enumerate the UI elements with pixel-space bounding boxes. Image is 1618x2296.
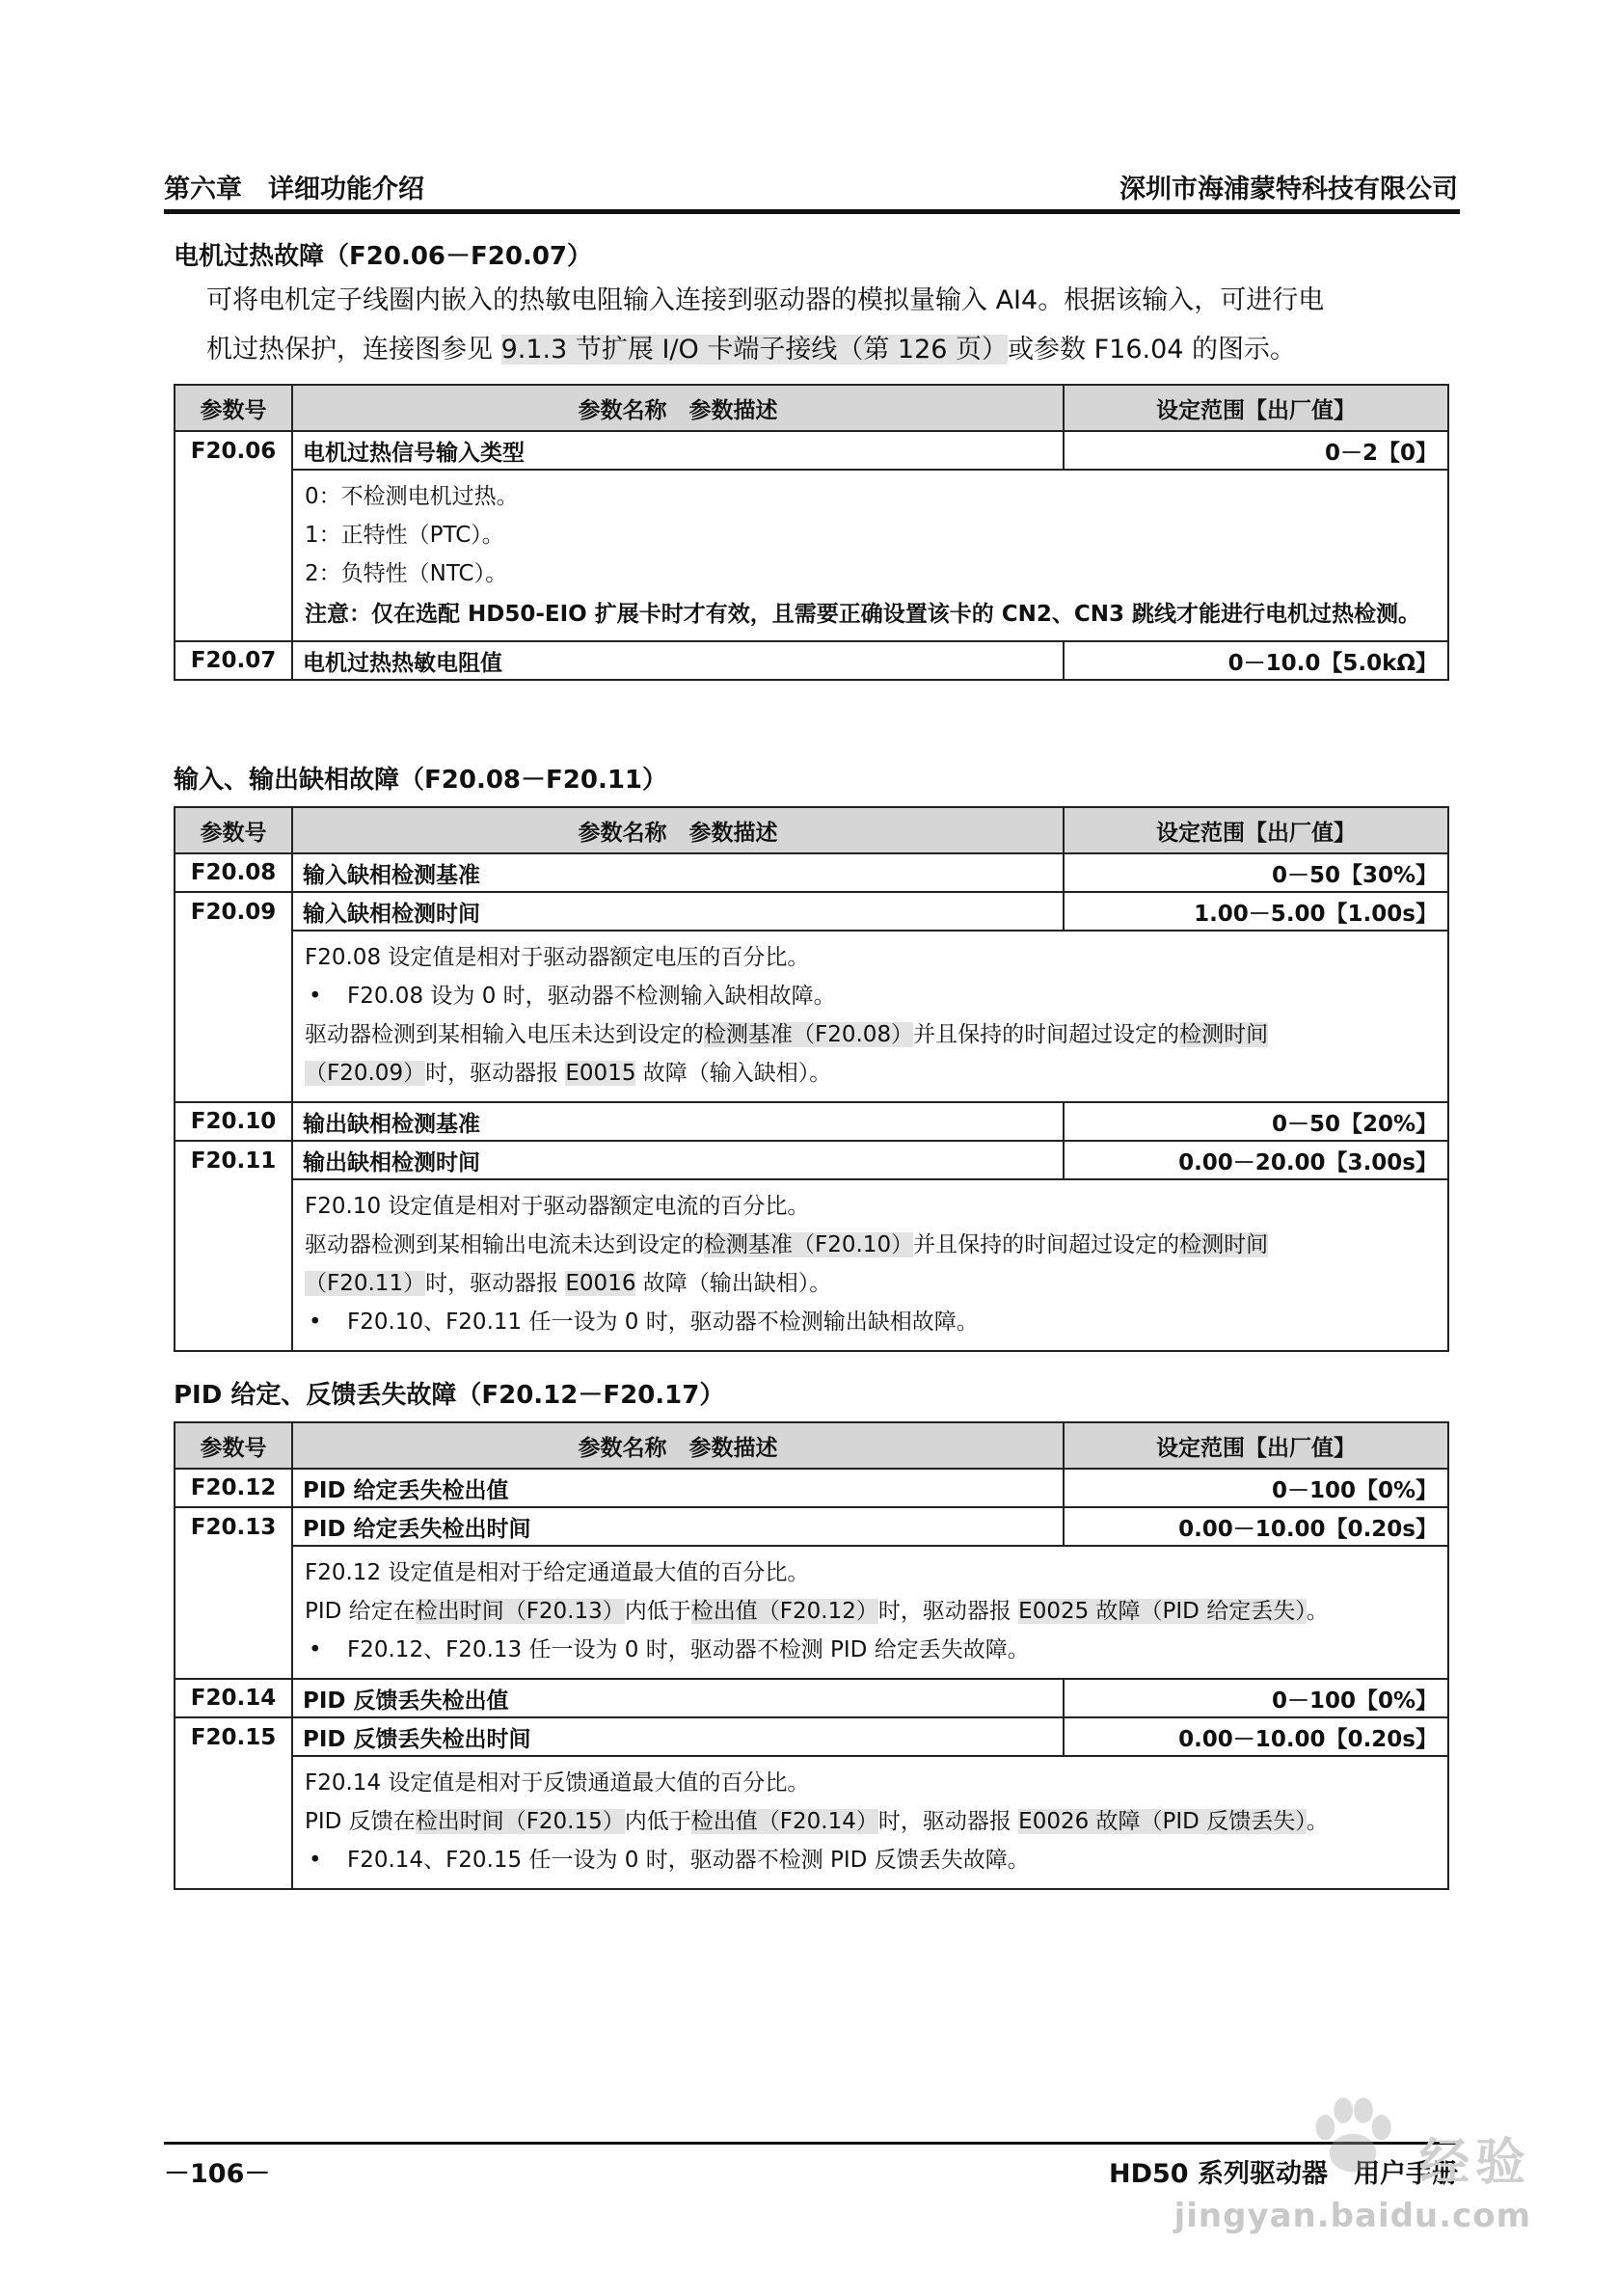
desc-bullet bbox=[305, 978, 1436, 1014]
desc-text: 内低于 bbox=[624, 1599, 691, 1624]
param-description bbox=[292, 1756, 1448, 1889]
param-name: 输入缺相检测基准 bbox=[292, 853, 1064, 892]
desc-bullet bbox=[305, 1304, 1436, 1340]
param-range: 0－10.0【5.0kΩ】 bbox=[1064, 641, 1448, 680]
table-row-description bbox=[175, 1546, 1448, 1679]
desc-line bbox=[305, 1803, 1436, 1840]
cross-reference-link[interactable]: 检测时间 bbox=[1179, 1022, 1269, 1047]
section-title-motor-overheat: 电机过热故障（F20.06－F20.07） bbox=[174, 242, 593, 271]
param-number: F20.07 bbox=[175, 641, 292, 680]
desc-text: 。 bbox=[1306, 1809, 1329, 1834]
desc-line bbox=[305, 1265, 1436, 1302]
param-table-phase-loss bbox=[174, 806, 1449, 1352]
intro-line-2 bbox=[206, 325, 1460, 374]
param-number: F20.14 bbox=[175, 1679, 292, 1717]
footer-rule bbox=[164, 2142, 1460, 2145]
table-row bbox=[175, 1679, 1448, 1717]
param-range: 0－50【30%】 bbox=[1064, 853, 1448, 892]
desc-text: 并且保持的时间超过设定的 bbox=[913, 1232, 1180, 1257]
cross-reference-link[interactable]: 检出值（F20.14） bbox=[690, 1809, 878, 1834]
desc-text: 故障（输出缺相）。 bbox=[635, 1271, 832, 1296]
desc-line: 1：正特性（PTC）。 bbox=[305, 523, 504, 548]
fault-code-link[interactable]: E0025 故障（PID 给定丢失） bbox=[1018, 1599, 1307, 1624]
manual-title: HD50 系列驱动器 用户手册 bbox=[1109, 2159, 1458, 2189]
param-description bbox=[292, 931, 1448, 1102]
section-title-pid-loss: PID 给定、反馈丢失故障（F20.12－F20.17） bbox=[174, 1381, 725, 1410]
fault-code-link[interactable]: E0026 故障（PID 反馈丢失） bbox=[1018, 1809, 1307, 1834]
section-title-phase-loss: 输入、输出缺相故障（F20.08－F20.11） bbox=[174, 766, 668, 795]
table-row-description bbox=[175, 931, 1448, 1102]
param-name: PID 反馈丢失检出值 bbox=[292, 1679, 1064, 1717]
watermark-text-cn: 经验 bbox=[1418, 2134, 1531, 2192]
desc-line: F20.10 设定值是相对于驱动器额定电流的百分比。 bbox=[305, 1194, 810, 1219]
table-row bbox=[175, 641, 1448, 680]
intro-text: 或参数 F16.04 的图示。 bbox=[1008, 335, 1297, 365]
desc-note: 注意：仅在选配 HD50-EIO 扩展卡时才有效，且需要正确设置该卡的 CN2、CN3 跳线才能进行电机过热检测。 bbox=[305, 602, 1421, 627]
table-row-description bbox=[175, 470, 1448, 641]
cross-reference-link[interactable]: 检测基准（F20.08） bbox=[704, 1022, 914, 1047]
desc-line bbox=[305, 1227, 1436, 1263]
cross-reference-link[interactable]: （F20.11） bbox=[305, 1271, 426, 1296]
bullet-text: F20.08 设为 0 时，驱动器不检测输入缺相故障。 bbox=[347, 984, 836, 1009]
desc-text: PID 给定在 bbox=[305, 1599, 416, 1624]
header-param-no: 参数号 bbox=[175, 1422, 292, 1469]
fault-code-link[interactable]: E0016 bbox=[565, 1271, 636, 1296]
param-number: F20.13 bbox=[175, 1507, 292, 1546]
header-param-name: 参数名称 参数描述 bbox=[292, 1422, 1064, 1469]
table-row bbox=[175, 1469, 1448, 1507]
table-row bbox=[175, 1102, 1448, 1141]
desc-text: 驱动器检测到某相输出电流未达到设定的 bbox=[305, 1232, 704, 1257]
cross-reference-link[interactable]: 9.1.3 节扩展 I/O 卡端子接线（第 126 页） bbox=[500, 335, 1009, 365]
header-rule bbox=[164, 209, 1460, 214]
table-row bbox=[175, 431, 1448, 470]
desc-line bbox=[305, 1055, 1436, 1092]
header-range: 设定范围【出厂值】 bbox=[1064, 807, 1448, 853]
fault-code-link[interactable]: E0015 bbox=[565, 1061, 636, 1086]
param-name: 电机过热热敏电阻值 bbox=[292, 641, 1064, 680]
header-param-name: 参数名称 参数描述 bbox=[292, 385, 1064, 431]
desc-text: 并且保持的时间超过设定的 bbox=[913, 1022, 1180, 1047]
param-range: 0－100【0%】 bbox=[1064, 1469, 1448, 1507]
param-number: F20.06 bbox=[175, 431, 292, 470]
param-range: 0.00－10.00【0.20s】 bbox=[1064, 1717, 1448, 1756]
desc-line bbox=[305, 1016, 1436, 1053]
bullet-text: F20.14、F20.15 任一设为 0 时，驱动器不检测 PID 反馈丢失故障。 bbox=[347, 1848, 1030, 1873]
table-row bbox=[175, 1717, 1448, 1756]
param-range: 0－50【20%】 bbox=[1064, 1102, 1448, 1141]
desc-text: PID 反馈在 bbox=[305, 1809, 416, 1834]
table-row bbox=[175, 892, 1448, 931]
cross-reference-link[interactable]: 检出时间（F20.15） bbox=[415, 1809, 625, 1834]
param-name: 输出缺相检测基准 bbox=[292, 1102, 1064, 1141]
table-row-description bbox=[175, 1756, 1448, 1889]
param-range: 0－2【0】 bbox=[1064, 431, 1448, 470]
param-number: F20.09 bbox=[175, 892, 292, 931]
intro-line-1: 可将电机定子线圈内嵌入的热敏电阻输入连接到驱动器的模拟量输入 AI4。根据该输入，可进行电 bbox=[206, 285, 1325, 315]
cross-reference-link[interactable]: 检测基准（F20.10） bbox=[704, 1232, 914, 1257]
param-number: F20.11 bbox=[175, 1141, 292, 1179]
param-number: F20.08 bbox=[175, 853, 292, 892]
param-name: 输出缺相检测时间 bbox=[292, 1141, 1064, 1179]
desc-line bbox=[305, 1593, 1436, 1630]
table-row bbox=[175, 853, 1448, 892]
section-intro bbox=[206, 276, 1460, 374]
bullet-icon: • bbox=[309, 984, 322, 1009]
param-name: 电机过热信号输入类型 bbox=[292, 431, 1064, 470]
page-header bbox=[164, 168, 1458, 206]
desc-line: 0：不检测电机过热。 bbox=[305, 484, 519, 509]
desc-bullet bbox=[305, 1632, 1436, 1668]
table-header-row bbox=[175, 385, 1448, 431]
desc-text: 时，驱动器报 bbox=[425, 1061, 566, 1086]
desc-text: 时，驱动器报 bbox=[425, 1271, 566, 1296]
param-name: 输入缺相检测时间 bbox=[292, 892, 1064, 931]
table-row bbox=[175, 1141, 1448, 1179]
table-header-row bbox=[175, 807, 1448, 853]
param-range: 0－100【0%】 bbox=[1064, 1679, 1448, 1717]
param-range: 1.00－5.00【1.00s】 bbox=[1064, 892, 1448, 931]
company-name: 深圳市海浦蒙特科技有限公司 bbox=[1119, 175, 1458, 204]
desc-line: F20.12 设定值是相对于给定通道最大值的百分比。 bbox=[305, 1560, 810, 1585]
desc-line: F20.08 设定值是相对于驱动器额定电压的百分比。 bbox=[305, 945, 810, 970]
desc-text: 内低于 bbox=[624, 1809, 691, 1834]
param-table-motor-overheat bbox=[174, 384, 1449, 681]
intro-text: 机过热保护，连接图参见 bbox=[206, 335, 501, 365]
cross-reference-link[interactable]: 检测时间 bbox=[1179, 1232, 1269, 1257]
param-number: F20.10 bbox=[175, 1102, 292, 1141]
cross-reference-link[interactable]: 检出值（F20.12） bbox=[690, 1599, 878, 1624]
header-param-name: 参数名称 参数描述 bbox=[292, 807, 1064, 853]
page-footer bbox=[164, 2152, 1458, 2191]
table-row bbox=[175, 1507, 1448, 1546]
desc-line: 2：负特性（NTC）。 bbox=[305, 561, 508, 586]
header-range: 设定范围【出厂值】 bbox=[1064, 385, 1448, 431]
desc-text: 时，驱动器报 bbox=[877, 1809, 1019, 1834]
param-table-pid-loss bbox=[174, 1421, 1449, 1890]
cross-reference-link[interactable]: （F20.09） bbox=[305, 1061, 426, 1086]
table-row-description bbox=[175, 1179, 1448, 1351]
chapter-title: 第六章 详细功能介绍 bbox=[164, 175, 424, 204]
desc-text: 故障（输入缺相）。 bbox=[635, 1061, 832, 1086]
cross-reference-link[interactable]: 检出时间（F20.13） bbox=[415, 1599, 625, 1624]
param-name: PID 给定丢失检出时间 bbox=[292, 1507, 1064, 1546]
header-param-no: 参数号 bbox=[175, 385, 292, 431]
desc-text: 时，驱动器报 bbox=[877, 1599, 1019, 1624]
param-description bbox=[292, 1179, 1448, 1351]
bullet-icon: • bbox=[309, 1848, 322, 1873]
watermark-url: jingyan.baidu.com bbox=[1173, 2197, 1531, 2235]
page-number: －106－ bbox=[164, 2159, 271, 2189]
header-range: 设定范围【出厂值】 bbox=[1064, 1422, 1448, 1469]
paw-icon bbox=[1300, 2083, 1406, 2189]
bullet-text: F20.10、F20.11 任一设为 0 时，驱动器不检测输出缺相故障。 bbox=[347, 1310, 979, 1335]
desc-text: 驱动器检测到某相输入电压未达到设定的 bbox=[305, 1022, 704, 1047]
desc-bullet bbox=[305, 1842, 1436, 1878]
param-number: F20.15 bbox=[175, 1717, 292, 1756]
desc-text: 。 bbox=[1306, 1599, 1329, 1624]
header-param-no: 参数号 bbox=[175, 807, 292, 853]
param-range: 0.00－10.00【0.20s】 bbox=[1064, 1507, 1448, 1546]
param-description bbox=[292, 1546, 1448, 1679]
param-range: 0.00－20.00【3.00s】 bbox=[1064, 1141, 1448, 1179]
bullet-icon: • bbox=[309, 1637, 322, 1662]
bullet-text: F20.12、F20.13 任一设为 0 时，驱动器不检测 PID 给定丢失故障。 bbox=[347, 1637, 1030, 1662]
bullet-icon: • bbox=[309, 1310, 322, 1335]
table-header-row bbox=[175, 1422, 1448, 1469]
desc-line: F20.14 设定值是相对于反馈通道最大值的百分比。 bbox=[305, 1770, 810, 1796]
param-number: F20.12 bbox=[175, 1469, 292, 1507]
param-name: PID 给定丢失检出值 bbox=[292, 1469, 1064, 1507]
param-description bbox=[292, 470, 1448, 641]
param-name: PID 反馈丢失检出时间 bbox=[292, 1717, 1064, 1756]
